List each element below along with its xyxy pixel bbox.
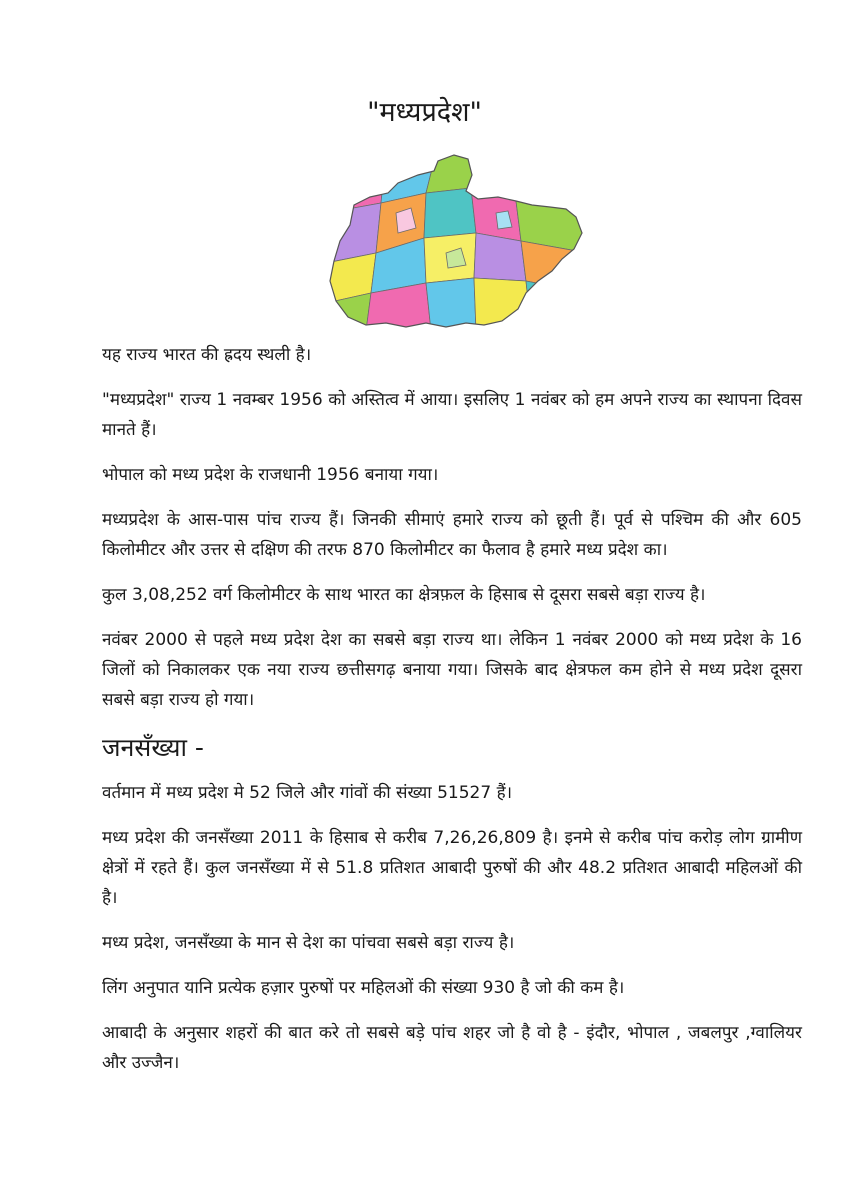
section-heading-population: जनसँख्या - (102, 733, 204, 762)
paragraph-neighbours-extent: मध्यप्रदेश के आस-पास पांच राज्य हैं। जिनकी सीमाएं हमारे राज्य को छूती हैं। पूर्व से पश्चिम की और 605 किलोमीटर और उत्तर से दक्षिण की तरफ 870 किलोमीटर का फैलाव है हमारे मध्य प्रदेश का। (102, 510, 802, 560)
paragraph-districts-villages: वर्तमान में मध्य प्रदेश मे 52 जिले और गांवों की संख्या 51527 हैं। (102, 783, 513, 803)
paragraph-heart-of-india: यह राज्य भारत की ह्रदय स्थली है। (102, 345, 312, 365)
paragraph-chhattisgarh: नवंबर 2000 से पहले मध्य प्रदेश देश का सबसे बड़ा राज्य था। लेकिन 1 नवंबर 2000 को मध्य प्रदेश के 16 जिलों को निकालकर एक नया राज्य छत्तीसगढ़ बनाया गया। जिसके बाद क्षेत्रफल कम होने से मध्य प्रदेश दूसरा सबसे बड़ा राज्य हो गया। (102, 630, 802, 710)
document-body (102, 340, 802, 1093)
paragraph-largest-cities: आबादी के अनुसार शहरों की बात करे तो सबसे बड़े पांच शहर जो है वो है - इंदौर, भोपाल , जबलपुर ,ग्वालियर और उज्जैन। (102, 1023, 802, 1073)
madhya-pradesh-map-icon (326, 153, 588, 331)
paragraph-capital: भोपाल को मध्य प्रदेश के राजधानी 1956 बनाया गया। (102, 465, 439, 485)
paragraph-area: कुल 3,08,252 वर्ग किलोमीटर के साथ भारत का क्षेत्रफ़ल के हिसाब से दूसरा सबसे बड़ा राज्य है। (102, 585, 706, 605)
page-title: "मध्यप्रदेश" (367, 97, 482, 128)
paragraph-population-2011: मध्य प्रदेश की जनसँख्या 2011 के हिसाब से करीब 7,26,26,809 है। इनमे से करीब पांच करोड़ लोग ग्रामीण क्षेत्रों में रहते हैं। कुल जनसँख्या में से 51.8 प्रतिशत आबादी पुरुषों की और 48.2 प्रतिशत आबादी महिलओं की है। (102, 828, 802, 908)
paragraph-population-rank: मध्य प्रदेश, जनसँख्या के मान से देश का पांचवा सबसे बड़ा राज्य है। (102, 933, 515, 953)
paragraph-sex-ratio: लिंग अनुपात यानि प्रत्येक हज़ार पुरुषों पर महिलओं की संख्या 930 है जो की कम है। (102, 978, 625, 998)
paragraph-formation: "मध्यप्रदेश" राज्य 1 नवम्बर 1956 को अस्तित्व में आया। इसलिए 1 नवंबर को हम अपने राज्य का स्थापना दिवस मानते हैं। (102, 390, 802, 440)
